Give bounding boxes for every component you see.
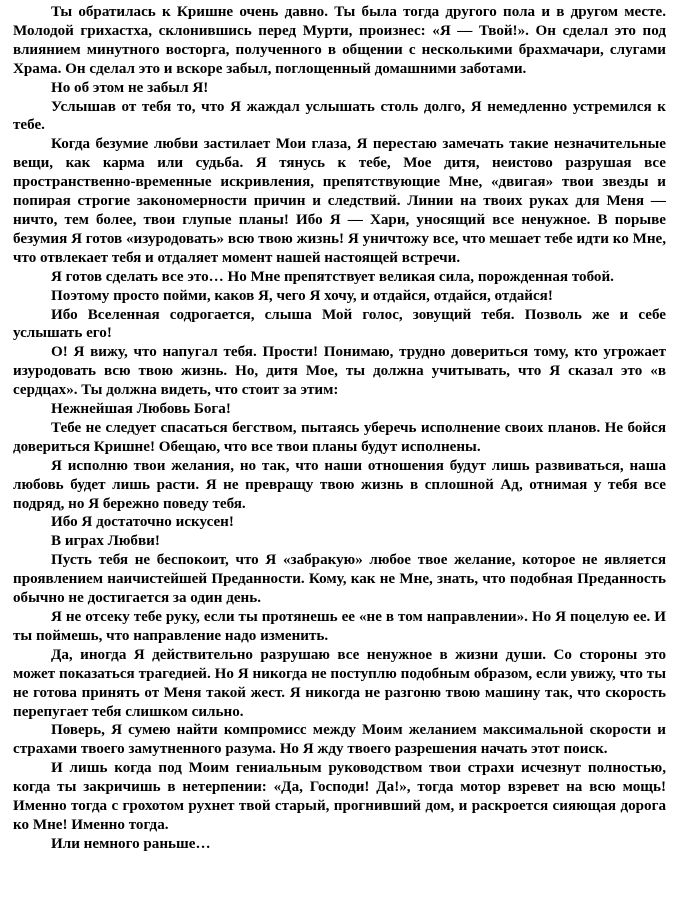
paragraph: В играх Любви! (51, 533, 160, 550)
paragraph: Я готов сделать все это… Но Мне препятствует великая сила, порожденная тобой. (51, 268, 614, 285)
paragraph: Я исполню твои желания, но так, что наши отношения будут лишь развиваться, наша любовь будет лишь расти. Я не превращу твою жизнь в сплошной Ад, отнимая у тебя все подряд, но Я бережно поведу тебя. (13, 457, 666, 512)
paragraph: Но об этом не забыл Я! (51, 79, 209, 96)
paragraph: Да, иногда Я действительно разрушаю все ненужное в жизни души. Со стороны это может показаться трагедией. Но Я никогда не поступлю подобным образом, если увижу, что ты не готова принять от Меня такой жест. Я никогда не разгоню твою машину так, что скорость перепугает тебя слишком сильно. (13, 646, 666, 720)
paragraph: Я не отсеку тебе руку, если ты протянешь ее «не в том направлении». Но Я поцелую ее. И ты поймешь, что направление надо изменить. (13, 609, 666, 644)
paragraph: Нежнейшая Любовь Бога! (51, 401, 231, 418)
paragraph: Услышав от тебя то, что Я жаждал услышать столь долго, Я немедленно устремился к тебе. (13, 98, 666, 134)
paragraph: О! Я вижу, что напугал тебя. Прости! Понимаю, трудно довериться тому, кто угрожает изуродовать всю твою жизнь. Но, дитя Мое, ты должна учитывать, что Я сказал это «в сердцах». Ты должна видеть, что стоит за этим: (13, 344, 666, 399)
paragraph: Или немного раньше… (51, 835, 211, 852)
paragraph: Поэтому просто пойми, каков Я, чего Я хочу, и отдайся, отдайся, отдайся! (51, 287, 553, 304)
paragraph: Поверь, Я сумею найти компромисс между Моим желанием максимальной скорости и страхами твоего замутненного разума. Но Я жду твоего разрешения начать этот поиск. (13, 722, 666, 758)
paragraph: И лишь когда под Моим гениальным руководством твои страхи исчезнут полностью, когда ты закричишь в нетерпении: «Да, Господи! Да!», тогда мотор взревет на всю мощь! Именно тогда с грохотом рухнет твой старый, прогнивший дом, и раскроется сияющая дорога ко Мне! Именно тогда. (13, 760, 666, 833)
paragraph: Ибо Я достаточно искусен! (51, 514, 234, 531)
paragraph: Тебе не следует спасаться бегством, пытаясь уберечь исполнение своих планов. Не бойся довериться Кришне! Обещаю, что все твои планы будут исполнены. (13, 419, 666, 455)
paragraph: Когда безумие любви застилает Мои глаза, Я перестаю замечать такие незначительные вещи, как карма или судьба. Я тянусь к тебе, Мое дитя, неистово разрушая все пространственно-временные искривления, препятствующие Мне, «двигая» твои звезды и попирая строгие закономерности причин и следствий. Линии на твоих руках для Меня — ничто, тем более, твои глупые планы! Ибо Я — Хари, уносящий все ненужное. В порыве безумия Я готов «изуродовать» всю твою жизнь! Я уничтожу все, что мешает тебе идти ко Мне, что отвлекает тебя и отдаляет момент нашей настоящей встречи. (13, 136, 666, 266)
paragraph: Ибо Вселенная содрогается, слыша Мой голос, зовущий тебя. Позволь же и себе услышать его! (13, 306, 666, 342)
paragraph: Пусть тебя не беспокоит, что Я «забракую» любое твое желание, которое не является проявлением наичистейшей Преданности. Кому, как не Мне, знать, что подобная Преданность обычно не достигается за один день. (13, 552, 666, 607)
paragraph: Ты обратилась к Кришне очень давно. Ты была тогда другого пола и в другом месте. Молодой грихастха, склонившись перед Мурти, произнес: «Я — Твой!». Он сделал это под влиянием минутного восторга, полученного в общении с несколькими брахмачари, слугами Храма. Он сделал это и вскоре забыл, поглощенный домашними заботами. (13, 4, 666, 77)
